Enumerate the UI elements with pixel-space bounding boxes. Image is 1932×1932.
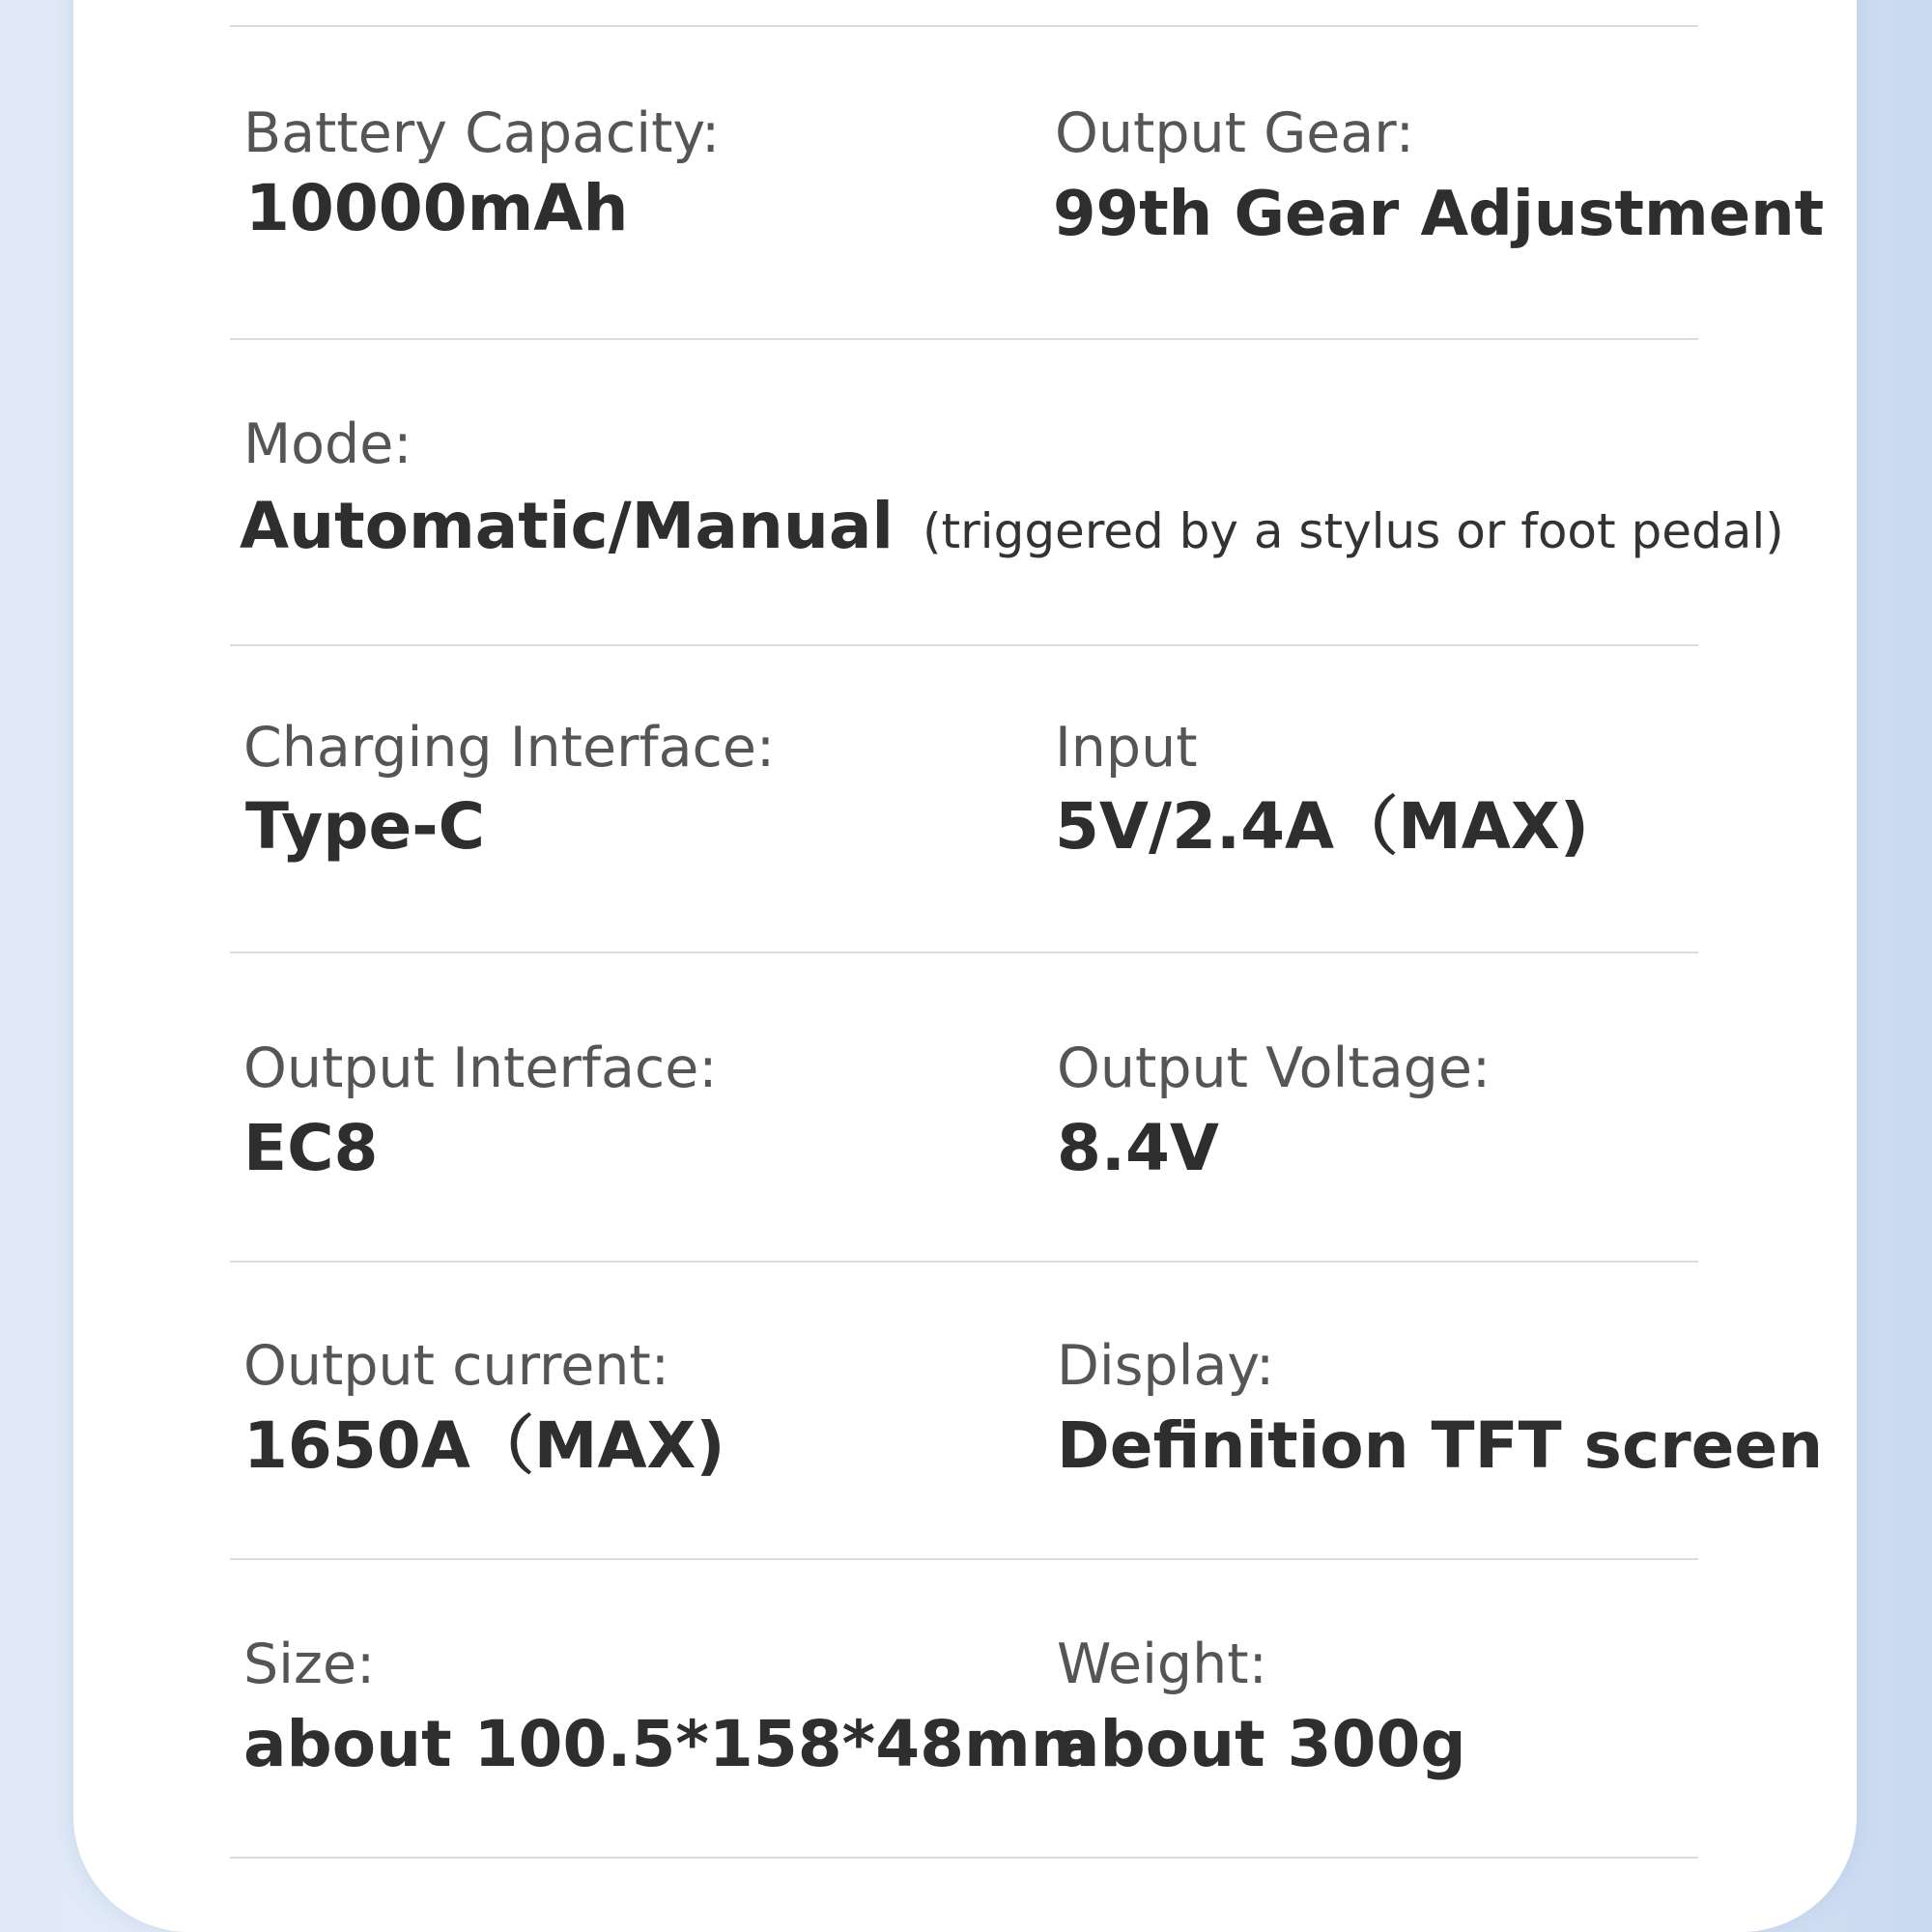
charging-interface-label: Charging Interface: [243, 716, 776, 780]
mode-value-row [240, 489, 1784, 563]
battery-capacity-label: Battery Capacity: [243, 101, 721, 165]
output-interface-value: EC8 [243, 1111, 379, 1185]
weight-label: Weight: [1057, 1633, 1267, 1696]
output-gear-value: 99th Gear Adjustment [1053, 179, 1825, 250]
divider [230, 1558, 1698, 1560]
display-value: Definition TFT screen [1057, 1408, 1824, 1483]
mode-label: Mode: [243, 412, 412, 476]
output-voltage-label: Output Voltage: [1057, 1037, 1492, 1100]
input-label: Input [1055, 716, 1198, 780]
divider [230, 25, 1698, 27]
output-interface-label: Output Interface: [243, 1037, 718, 1100]
divider [230, 1261, 1698, 1263]
divider [230, 644, 1698, 646]
divider [230, 1857, 1698, 1859]
divider [230, 952, 1698, 953]
output-voltage-value: 8.4V [1057, 1111, 1219, 1185]
size-value: about 100.5*158*48mm [243, 1707, 1097, 1781]
mode-note: (triggered by a stylus or foot pedal) [923, 503, 1784, 559]
output-current-value: 1650A（MAX) [243, 1408, 725, 1483]
output-current-label: Output current: [243, 1334, 669, 1398]
size-label: Size: [243, 1633, 376, 1696]
display-label: Display: [1057, 1334, 1275, 1398]
divider [230, 338, 1698, 340]
output-gear-label: Output Gear: [1055, 101, 1414, 165]
charging-interface-value: Type-C [245, 789, 486, 864]
mode-value: Automatic/Manual [240, 489, 895, 563]
battery-capacity-value: 10000mAh [245, 171, 629, 245]
weight-value: about 300g [1057, 1707, 1466, 1781]
input-value: 5V/2.4A（MAX) [1055, 789, 1589, 864]
